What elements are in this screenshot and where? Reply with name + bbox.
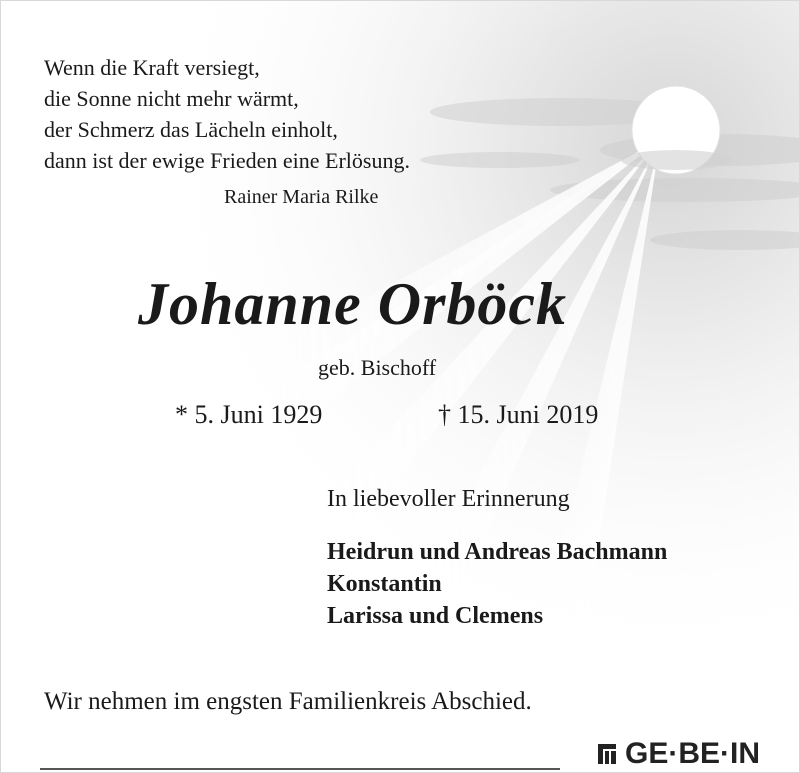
memory-line: In liebevoller Erinnerung <box>327 486 570 512</box>
poem <box>44 52 410 176</box>
poem-line: die Sonne nicht mehr wärmt, <box>44 86 299 111</box>
death-date: † 15. Juni 2019 <box>438 400 599 429</box>
poem-line: der Schmerz das Lächeln einholt, <box>44 117 338 142</box>
gebein-logo <box>595 738 760 770</box>
mourner: Larissa und Clemens <box>327 603 544 629</box>
birth-date: * 5. Juni 1929 <box>175 400 323 429</box>
mourner: Konstantin <box>327 571 442 597</box>
deceased-name: Johanne Orböck <box>138 271 568 337</box>
poem-line: dann ist der ewige Frieden eine Erlösung. <box>44 148 410 173</box>
mourner: Heidrun und Andreas Bachmann <box>327 539 668 565</box>
gebein-logo-icon <box>595 740 623 768</box>
poem-author: Rainer Maria Rilke <box>224 186 379 208</box>
bottom-rule <box>40 768 560 770</box>
poem-line: Wenn die Kraft versiegt, <box>44 55 260 80</box>
logo-text: GE·BE·IN <box>625 737 760 770</box>
closing-line: Wir nehmen im engsten Familienkreis Abschied. <box>44 688 532 715</box>
mourners-list <box>327 536 667 632</box>
maiden-name: geb. Bischoff <box>318 355 437 380</box>
